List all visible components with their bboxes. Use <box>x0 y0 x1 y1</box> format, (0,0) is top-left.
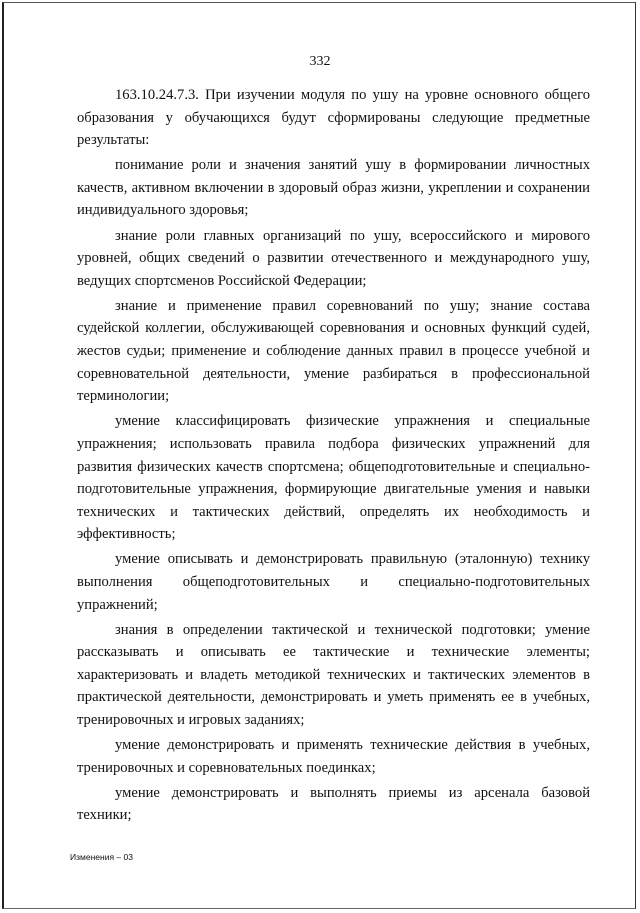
paragraph-item: умение классифицировать физические упражнения и специальные упражнения; использовать правила подбора физических упражнений для развития физических качеств спортсмена; общеподготовительные и специально-подготовительные упражнения, формирующие двигательные умения и навыки технических и тактических действий, определять их необходимость и эффективность; <box>77 413 590 543</box>
paragraph-item: понимание роли и значения занятий ушу в формировании личностных качеств, активном включении в здоровый образ жизни, укреплении и сохранении индивидуального здоровья; <box>77 157 590 219</box>
paragraph-intro: 163.10.24.7.3. При изучении модуля по ушу на уровне основного общего образования у обучающихся будут сформированы следующие предметные результаты: <box>77 87 590 149</box>
footer-revision-note: Изменения – 03 <box>70 852 133 862</box>
paragraph-item: умение демонстрировать и применять технические действия в учебных, тренировочных и соревновательных поединках; <box>77 737 590 776</box>
paragraph-item: умение демонстрировать и выполнять приемы из арсенала базовой техники; <box>77 784 590 824</box>
paragraph-item: знание и применение правил соревнований по ушу; знание состава судейской коллегии, обслуживающей соревнования и основных функций судей, жестов судьи; применение и соблюдение данных правил в процессе учебной и соревновательной деятельности, умение разбираться в профессиональной терминологии; <box>77 297 590 405</box>
page-number: 332 <box>309 54 331 69</box>
paragraph-item: знания в определении тактической и технической подготовки; умение рассказывать и описывать ее тактические и технические элементы; характеризовать и владеть методикой технических и тактических элементов в практической деятельности, демонстрировать и уметь применять ее в учебных, тренировочных и игровых заданиях; <box>77 621 590 729</box>
paragraph-item: знание роли главных организаций по ушу, всероссийского и мирового уровней, общих сведений о развитии отечественного и международного ушу, ведущих спортсменов Российской Федерации; <box>77 227 590 289</box>
document-body <box>77 84 590 830</box>
paragraph-item: умение описывать и демонстрировать правильную (эталонную) технику выполнения общеподготовительных и специально-подготовительных упражнений; <box>77 551 590 613</box>
